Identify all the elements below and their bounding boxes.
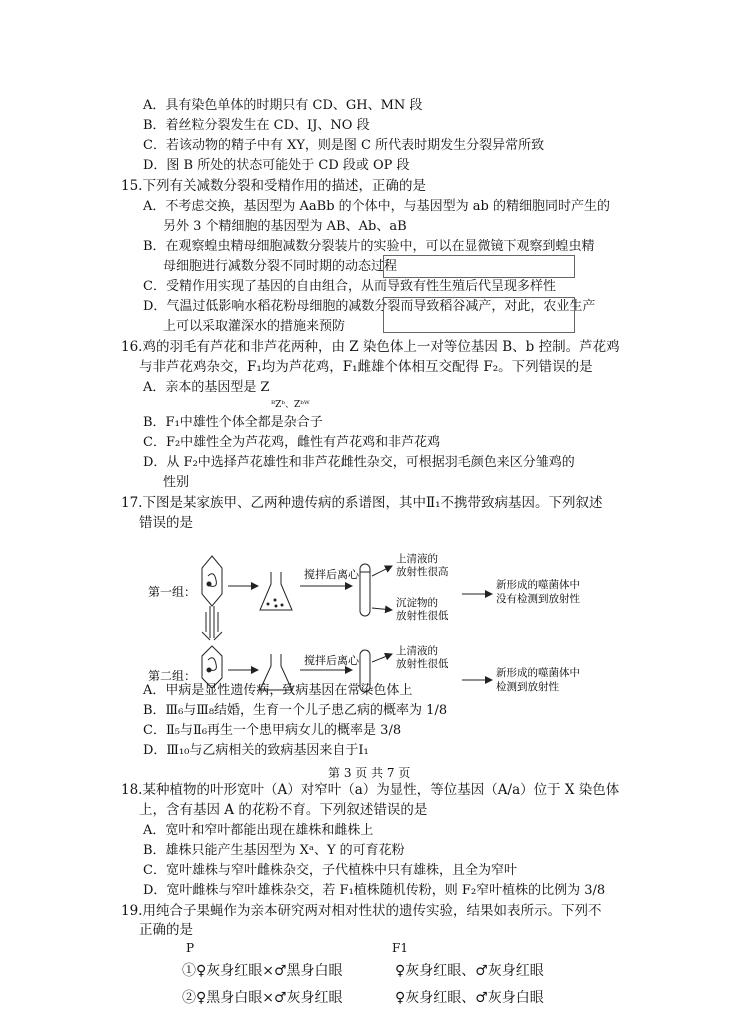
q14-option-a: A．具有染色单体的时期只有 CD、GH、MN 段 [143, 98, 423, 113]
q15-stem: 15.下列有关减数分裂和受精作用的描述，正确的是 [121, 178, 426, 194]
q16-stem: 与非芦花鸡杂交，F₁均为芦花鸡，F₁雌雄个体相互交配得 F₂。下列错误的是 [139, 359, 593, 375]
q16-option-a: A．亲本的基因型是 Z [143, 380, 270, 395]
q16-stem: 16.鸡的羽毛有芦花和非芦花两种，由 Z 染色体上一对等位基因 B、b 控制。芦花鸡 [121, 339, 620, 355]
g1-supernatant-value: 放射性很高 [396, 566, 449, 578]
test-tube-icon [360, 564, 370, 616]
g2-result: 新形成的噬菌体中 [496, 667, 580, 679]
q15-line: 另外 3 个精细胞的基因型为 AB、Ab、aB [163, 219, 407, 234]
q18-option-d: D．宽叶雌株与窄叶雄株杂交，若 F₁植株随机传粉，则 F₂窄叶植株的比例为 3/8 [143, 883, 606, 898]
q15-line: 母细胞进行减数分裂不同时期的动态过程 [163, 259, 398, 274]
g1-supernatant-label: 上清液的 [396, 553, 438, 565]
q16-option-a-genotypes: ᴮZᵇ、Zᵇᵂ [271, 400, 310, 410]
q15-line: B．在观察蝗虫精母细胞减数分裂装片的实验中，可以在显微镜下观察到蝗虫精 [143, 239, 595, 254]
q17-option-d: D．Ⅲ₁₀与乙病相关的致病基因来自于Ⅰ₁ [143, 743, 369, 758]
q17-option-a: A．甲病是显性遗传病，致病基因在常染色体上 [143, 683, 413, 698]
page-footer: 第 3 页 共 7 页 [328, 766, 411, 780]
q17-option-c: C．Ⅱ₅与Ⅱ₆再生一个患甲病女儿的概率是 3/8 [143, 723, 402, 738]
g1-sediment-label: 沉淀物的 [396, 597, 438, 609]
q16-option-b: B．F₁中雄性个体全都是杂合子 [143, 415, 323, 430]
g1-result: 新形成的噬菌体中 [496, 579, 580, 591]
g1-sediment-value: 放射性很低 [396, 610, 449, 622]
overlay-frame [383, 255, 575, 278]
q17-stem: 17.下图是某家族甲、乙两种遗传病的系谱图，其中Ⅱ₁不携带致病基因。下列叙述 [121, 495, 603, 511]
q15-line: 上可以采取灌深水的措施来预防 [163, 319, 346, 334]
q18-option-b: B．雄株只能产生基因型为 Xᵃ、Y 的可育花粉 [143, 843, 405, 858]
q17-option-b: B．Ⅲ₆与Ⅲ₈结婚，生育一个儿子患乙病的概率为 1/8 [143, 703, 448, 718]
flask-icon [260, 572, 292, 610]
q14-option-b: B．着丝粒分裂发生在 CD、IJ、NO 段 [143, 118, 370, 133]
table-row-cross: ①♀灰身红眼×♂黑身白眼 [182, 963, 343, 979]
table-header-f1: F1 [392, 941, 408, 955]
q17-stem: 错误的是 [139, 515, 193, 531]
g1-result: 没有检测到放射性 [496, 593, 580, 605]
q19-stem: 19.用纯合子果蝇作为亲本研究两对相对性状的遗传实验，结果如表所示。下列不 [121, 903, 602, 919]
q15-line: C．受精作用实现了基因的自由组合，从而导致有性生殖后代呈现多样性 [143, 279, 556, 294]
table-row-cross: ②♀黑身白眼×♂灰身红眼 [182, 990, 343, 1006]
phage-icon [202, 632, 222, 688]
q19-stem: 正确的是 [139, 922, 193, 938]
group-1-label: 第一组： [148, 585, 197, 599]
q18-option-a: A．宽叶和窄叶都能出现在雄株和雌株上 [143, 823, 374, 838]
q18-stem: 上，含有基因 A 的花粉不育。下列叙述错误的是 [139, 802, 428, 818]
group-2-label: 第二组： [148, 669, 197, 683]
stir-label: 搅拌后离心 [304, 654, 359, 667]
q15-line: D．气温过低影响水稻花粉母细胞的减数分裂而导致稻谷减产，对此，农业生产 [143, 299, 596, 314]
q14-option-c: C．若该动物的精子中有 XY，则是图 C 所代表时期发生分裂异常所致 [143, 138, 545, 153]
g2-supernatant-value: 放射性很低 [396, 658, 449, 670]
q18-option-c: C．宽叶雄株与窄叶雌株杂交，子代植株中只有雄株，且全为窄叶 [143, 863, 517, 878]
g2-supernatant-label: 上清液的 [396, 645, 438, 657]
q16-option-d-cont: 性别 [163, 475, 190, 490]
q14-option-d: D．图 B 所处的状态可能处于 CD 段或 OP 段 [143, 158, 410, 173]
overlay-frame [383, 297, 575, 333]
table-row-offspring: ♀灰身红眼、♂灰身白眼 [395, 990, 544, 1006]
phage-icon [202, 556, 222, 638]
q16-option-d: D．从 F₂中选择芦花雄性和非芦花雌性杂交，可根据羽毛颜色来区分雏鸡的 [143, 455, 575, 470]
g2-result: 检测到放射性 [496, 681, 559, 693]
q18-stem: 18.某种植物的叶形宽叶（A）对窄叶（a）为显性，等位基因（A/a）位于 X 染色体 [121, 782, 620, 798]
table-row-offspring: ♀灰身红眼、♂灰身红眼 [395, 963, 544, 979]
q15-line: A．不考虑交换，基因型为 AaBb 的个体中，与基因型为 ab 的精细胞同时产生的 [143, 199, 611, 214]
q16-option-c: C．F₂中雄性全为芦花鸡，雌性有芦花鸡和非芦花鸡 [143, 435, 441, 450]
table-header-p: P [186, 941, 195, 955]
stir-label: 搅拌后离心 [304, 568, 359, 581]
